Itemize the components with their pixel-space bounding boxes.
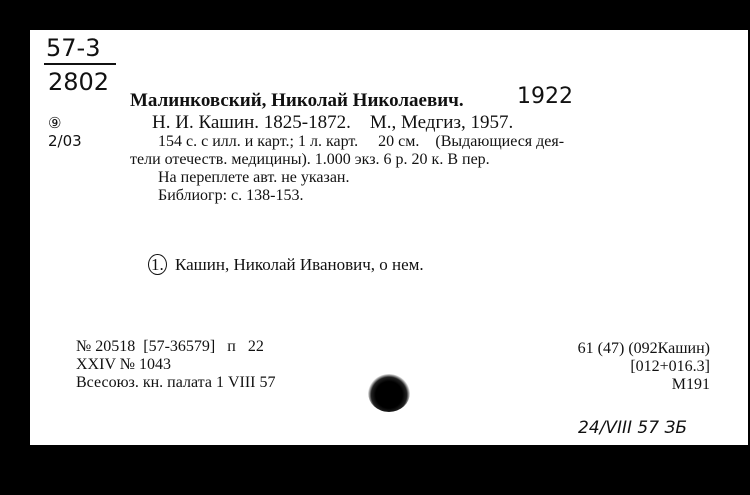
subject-entry [148,255,424,275]
handwritten-date: 24/VIII 57 ЗБ [578,418,688,438]
footer-left-3: Всесоюз. кн. палата 1 VIII 57 [76,374,276,391]
footer-right-1: 61 (47) (092Кашин) [577,340,710,357]
ink-blot [368,374,410,412]
heading-year-handwritten: 1922 [517,84,573,109]
subject-text: Кашин, Николай Иванович, о нем. [175,255,424,274]
call-number-underline [44,63,116,65]
footer-right-3: М191 [671,376,710,393]
call-number-bottom: 2802 [48,68,110,96]
heading-author: Малинковский, Николай Николаевич. [130,90,464,111]
description-line-4: Библиогр: с. 138-153. [158,187,304,204]
description-line-3: На переплете авт. не указан. [158,169,350,186]
description-line-2: тели отечеств. медицины). 1.000 экз. 6 р. 20 к. В пер. [130,151,490,168]
title-line: Н. И. Кашин. 1825-1872. М., Медгиз, 1957. [152,112,514,133]
subject-number: 1. [148,254,167,275]
margin-mark [48,114,82,150]
call-number-top: 57-3 [46,34,101,62]
footer-right-2: [012+016.3] [630,358,710,375]
footer-left-1: № 20518 [57-36579] п 22 [76,338,264,355]
catalog-card [30,30,748,445]
footer-left-2: XXIV № 1043 [76,356,171,373]
margin-mark-circled: ⑨ [48,114,62,132]
description-line-1: 154 с. с илл. и карт.; 1 л. карт. 20 см. (Выдающиеся дея- [158,133,565,150]
margin-mark-number: 2/03 [48,132,82,150]
